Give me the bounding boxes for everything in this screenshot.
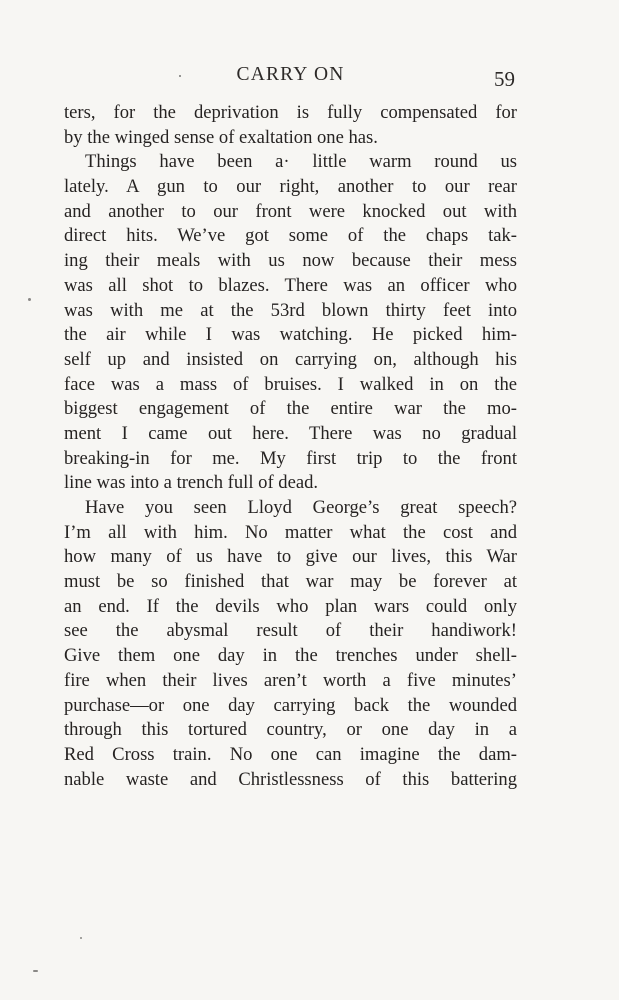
text-line: see the abysmal result of their handiwork!: [64, 620, 517, 642]
text-line: Have you seen Lloyd George’s great speech?: [85, 497, 517, 518]
page-header: [64, 62, 517, 94]
body-text: [64, 101, 517, 792]
text-line: the air while I was watching. He picked him-: [64, 324, 517, 346]
text-line: lately. A gun to our right, another to our rear: [64, 176, 517, 198]
text-line: and another to our front were knocked out with: [64, 200, 517, 222]
text-line: ing their meals with us now because their mess: [64, 250, 517, 272]
text-line: line was into a trench full of dead.: [64, 472, 319, 494]
text-line: biggest engagement of the entire war the mo-: [64, 398, 517, 420]
text-line: Things have been a· little warm round us: [85, 151, 517, 173]
text-line: must be so finished that war may be forever at: [64, 571, 517, 593]
text-line: an end. If the devils who plan wars could only: [64, 595, 517, 617]
text-line: by the winged sense of exaltation one has.: [64, 126, 378, 148]
text-line: fire when their lives aren’t worth a five minutes’: [64, 669, 517, 691]
text-line: was with me at the 53rd blown thirty feet into: [64, 299, 517, 321]
text-line: purchase—or one day carrying back the wounded: [64, 694, 517, 716]
text-line: I’m all with him. No matter what the cost and: [64, 521, 517, 543]
text-line: ters, for the deprivation is fully compensated for: [64, 102, 517, 123]
page-number: 59: [494, 67, 515, 91]
text-line: through this tortured country, or one day in a: [64, 719, 517, 741]
text-line: breaking-in for me. My first trip to the front: [64, 447, 517, 469]
text-line: self up and insisted on carrying on, although his: [64, 348, 517, 370]
text-line: Give them one day in the trenches under shell-: [64, 645, 517, 667]
text-line: nable waste and Christlessness of this battering: [64, 768, 517, 790]
text-line: ment I came out here. There was no gradual: [64, 422, 517, 444]
text-line: direct hits. We’ve got some of the chaps tak-: [64, 225, 517, 247]
text-line: how many of us have to give our lives, this War: [64, 546, 517, 568]
running-head: CARRY ON: [236, 64, 345, 85]
text-line: Red Cross train. No one can imagine the dam-: [64, 743, 517, 765]
margin-speck: [28, 298, 31, 301]
margin-speck: [33, 970, 38, 972]
text-line: face was a mass of bruises. I walked in on the: [64, 373, 517, 395]
margin-speck: [80, 937, 82, 939]
text-line: was all shot to blazes. There was an officer who: [64, 274, 517, 296]
